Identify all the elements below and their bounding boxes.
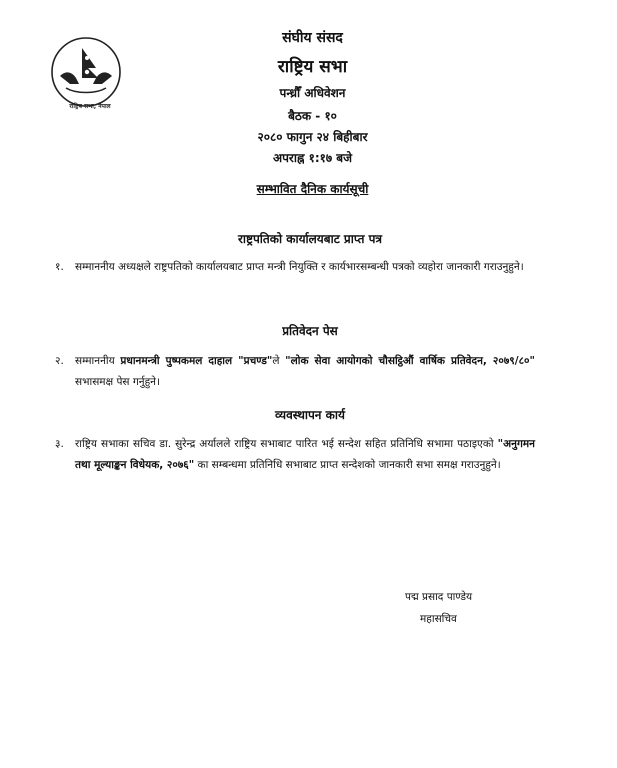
header-session: पन्ध्रौँ अधिवेशन	[279, 86, 346, 100]
bill-title: "अनुगमन तथा मूल्याङ्कन विधेयक, २०७६"	[75, 438, 535, 471]
prime-minister-name: प्रधानमन्त्री पुष्पकमल दाहाल "प्रचण्ड"	[120, 355, 273, 367]
section-title-report: प्रतिवेदन पेस	[282, 324, 338, 338]
section-title-president-letter: राष्ट्रपतिको कार्यालयबाट प्राप्त पत्र	[237, 232, 383, 246]
item-text: राष्ट्रिय सभाका सचिव डा. सुरेन्द्र अर्यालले राष्ट्रिय सभाबाट पारित भई सन्देश सहित प्रतिनिधि सभामा पठाइएको "अनुगमन तथा मूल्याङ्कन विधेयक, २०७६" का सम्बन्धमा प्रतिनिधि सभाबाट प्राप्त सन्देशको जानकारी सभा समक्ष गराउनुहुने।	[75, 438, 535, 471]
item-number: १.	[55, 261, 64, 273]
item-text: सम्माननीय अध्यक्षले राष्ट्रपतिको कार्यालयबाट प्राप्त मन्त्री नियुक्ति र कार्यभारसम्बन्धी पत्रको व्यहोरा जानकारी गराउनुहुने।	[75, 261, 524, 273]
section-title-legislation: व्यवस्थापन कार्य	[275, 408, 345, 422]
header-date: २०८० फागुन २४ बिहीबार	[257, 130, 368, 144]
header-national-assembly: राष्ट्रिय सभा	[277, 57, 348, 77]
item-number: ३.	[55, 438, 64, 450]
signatory-name: पद्म प्रसाद पाण्डेय	[405, 591, 473, 603]
parliament-emblem-icon	[46, 32, 126, 112]
agenda-title: सम्भावित दैनिक कार्यसूची	[256, 182, 369, 196]
item-text: सम्माननीय प्रधानमन्त्री पुष्पकमल दाहाल "प्रचण्ड"ले "लोक सेवा आयोगको चौसट्ठिऔं वार्षिक प्रतिवेदन, २०७९/८०" सभासमक्ष पेस गर्नुहुने।	[75, 355, 535, 388]
header-meeting-number: बैठक - १०	[288, 109, 337, 123]
agenda-item-1	[55, 257, 535, 278]
emblem-caption: राष्ट्रिय सभा, नेपाल	[69, 103, 111, 110]
agenda-item-2	[55, 351, 535, 393]
report-title: "लोक सेवा आयोगको चौसट्ठिऔं वार्षिक प्रतिवेदन, २०७९/८०"	[285, 355, 535, 367]
header-federal-parliament: संघीय संसद	[282, 30, 343, 46]
agenda-item-3	[55, 434, 535, 476]
item-number: २.	[55, 355, 64, 367]
header-time: अपराह्न १:१७ बजे	[272, 151, 353, 165]
signatory-designation: महासचिव	[420, 613, 457, 625]
